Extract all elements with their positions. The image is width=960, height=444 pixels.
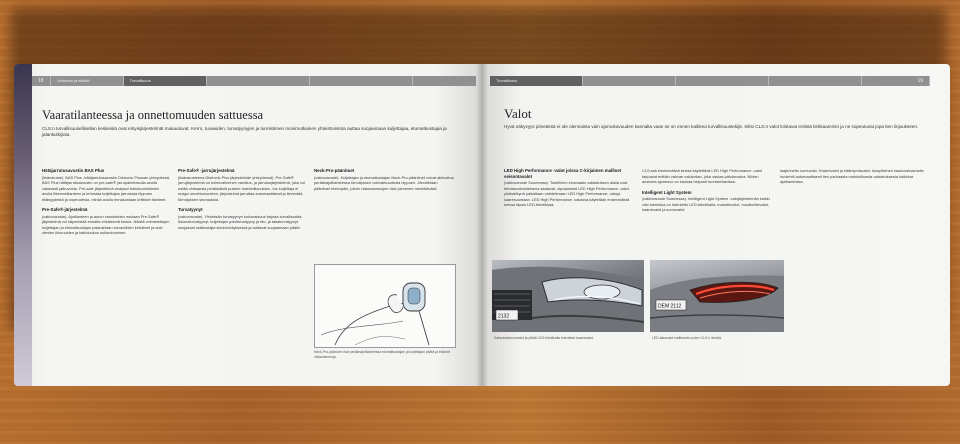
bas-plus-heading: Hätäjarrutusavustin BAS Plus	[42, 168, 105, 173]
rear-photo-caption: LED-takavalot hallitsevat uuden CLS:n ilmettä.	[652, 336, 722, 340]
booklet	[14, 64, 950, 386]
neck-pro-illustration	[314, 264, 456, 348]
cls-led-text: CLS:ssä ensimmäistä kertaa käytettävä LED High Performance -valot tarjoavat erittäin vahvan valokeilan, joka vastaa päivänvaloa. Niiden ansiosta ajoneuvo on kaukaa helposti tunnistettavissa.	[642, 168, 763, 185]
figure-caption: Neck-Pro-päänuet ovat peräänajotilanteessa etumatkustajan ja kuljettajan päätä ja estävät niskavammoja.	[314, 350, 450, 359]
right-page-title: Valot	[504, 106, 532, 121]
svg-text:2132: 2132	[498, 313, 510, 320]
right-nav-tab-4	[769, 76, 862, 86]
ils-heading: Intelligent Light System	[642, 189, 692, 195]
neck-pro-text: (vakiovaruste). Kuljettajan ja etumatkustajan Neck-Pro-päänituet voivat aktivoitua peräänajotilanteessa törmäyksen voimakkuudesta riippuen. Jännitetaan päänituet eteenpäin, jolloin niskavammojen riski pienenee merkittävästi.	[314, 174, 454, 191]
left-column-3	[314, 168, 454, 196]
front-headlight-photo	[492, 260, 644, 332]
front-photo-caption: Kaksoisksenonvalot ja pitkät LED-tekniikalla toteutetut kaarrevalot.	[494, 336, 594, 340]
right-page	[482, 64, 950, 386]
pre-safe-heading: Pre-Safe®-järjestelmä	[42, 207, 88, 213]
left-page-lead: CLS:n turvallisuusellisellan keskeisiä ovat erityisjärjestelmät mukautuvat. Kerro, tuvaeiden, turvatyynyjen ja tunnistimen monimutkainen yhteistoiminta auttaa suojaamaan kuljettajaa, etumatkustajaa ja jalankulkijoita.	[42, 126, 447, 138]
pre-safe-text: (vakiovaruste). Ajotilanteen ja auton varusteiden mukaan Pre-Safe® järjestelmä voi käynnistää ennalta ehkäiseviä toimia. Näistä voimistettujen kuljettajan ja etumatkustajan palautetaan turvavöiden kiristimet ja auki olevien ikkunoiden ja kattoluukun sulkeutuminen.	[42, 213, 170, 236]
right-nav-tab-1: Turvallisuus	[490, 76, 583, 86]
pre-safe-brake-text: (lisävarusteena Distronic Plus järjestelmän yhteydessä). Pre-Safe® jarrujärjestelmä on kolmivaiheinen varoitus- ja jarrutusjärjestelmä, joka voi estää ohikaarsia peräkkäisiä puskee mahdollisuuksia. Jos kuljettaja ei reagoi onnettomuuteen, järjestelmä jarruttaa automaattisesti ja lieventää törmäyksen seurauksia.	[178, 174, 306, 202]
right-column-1	[504, 168, 634, 213]
left-column-1	[42, 168, 170, 241]
left-nav-tab-2: Turvallisuus	[124, 76, 207, 86]
right-column-3	[780, 168, 930, 190]
page-edge-gradient	[14, 64, 32, 386]
car-front-drawing	[492, 260, 644, 332]
airbags-heading: Turvatyynyt	[178, 207, 203, 213]
left-page-number: 18	[32, 76, 51, 86]
left-nav-tab-1: Johdanto ja sisältö	[51, 76, 124, 86]
left-nav-bar	[32, 76, 476, 86]
bas-plus-text: (lisävaruste). BAS Plus -hätäjarrutusavustin Distronic Plussan yhteydessä. BAS Plus hätäjarrutusavustin on pre-safe® jarrupainetasolla avulla vakavasti jatkuvoida. Pre-safe järjestelmä analysoi tutkatunnistimien avulla liikennetilanteen ja tehostaa kuljettajan jarrutusta riippuen etäisyydestä ja nopeudesta, minkä avulla ennakoidaan kriittiset tilanteet.	[42, 174, 171, 202]
pre-safe-brake-heading: Pre-Safe® -jarrujärjestelmä	[178, 168, 235, 173]
left-page-title: Vaaratilanteessa ja onnettomuuden sattuessa	[42, 108, 264, 122]
headrest-line-drawing	[315, 265, 455, 347]
right-nav-tab-2	[583, 76, 676, 86]
right-page-number: 19	[911, 76, 930, 86]
neck-pro-heading: Neck-Pro-päänituet	[314, 168, 355, 173]
right-column-2	[642, 168, 772, 218]
airbags-text: (vakiovaruste). Yhdeksän turvatyynyn kokonaisuus tarjoaa turvallisuutta. Ikkunaturvatyynyt, kuljettajan polviturvatyyny ja etu- ja takaturvatyynyt suojaavat matkustajia sivutörmäyksessä ja auttavat suojaamaan päätä.	[178, 213, 303, 230]
ils-text: (vakiovaruste Suomessa). Intelligent Light System -valojärjestelmän kaikki viisi toimintoa on toteutettu LED-tekniikalla: maantievalot, moottoritievalot, kaarrevalot ja sumuvalot.	[642, 196, 770, 213]
book-gutter	[476, 64, 488, 386]
license-plate-text: DEM 2112	[658, 303, 682, 310]
right-page-lead: Hyvä näkyvyys pimeässä ei ole olennaista vain ajomukavuuden kannalta vaan se on ennen kaikkea turvallisuustekijä. Siksi CLS:n valot loistavat entistä kirkkaammin ja ne sopeutuvat jopa tien linjaukseen.	[504, 124, 919, 129]
left-nav-tab-3	[207, 76, 310, 86]
left-column-2	[178, 168, 306, 235]
adaptive-light-text: laajennettu sumuvalo. Kaarrevalot ja kääntymisvalot. Adaptiivinen kaukovaloavustin huolehtii automaattisesti tien parhaasta mahdollisesta valaistuksesta kaikkina ajotilanteissa.	[780, 168, 924, 185]
left-nav-tab-4	[310, 76, 413, 86]
led-hp-heading: LED High Performance -valot joissa C-kirjaimen malliset seisontavalot	[504, 168, 622, 179]
left-page	[14, 64, 482, 386]
car-rear-drawing	[650, 260, 784, 332]
right-nav-bar	[490, 76, 930, 86]
tail-light-photo	[650, 260, 784, 332]
led-hp-text: (vakiovaruste Suomessa). Todellinen innovaatio valaistuksen alalla ovat tehdasvalmisteisena saatavat, dynaamiset LED High Performance -valot yhdistettynä paikaltaan vaihtelevaan LED High Performance -valoja kaaresuuntaan. LED High Performance -valoissa käytetään ensimmäistä kertaa täysin LED-tekniikkaa.	[504, 180, 630, 208]
right-nav-tab-3	[676, 76, 769, 86]
